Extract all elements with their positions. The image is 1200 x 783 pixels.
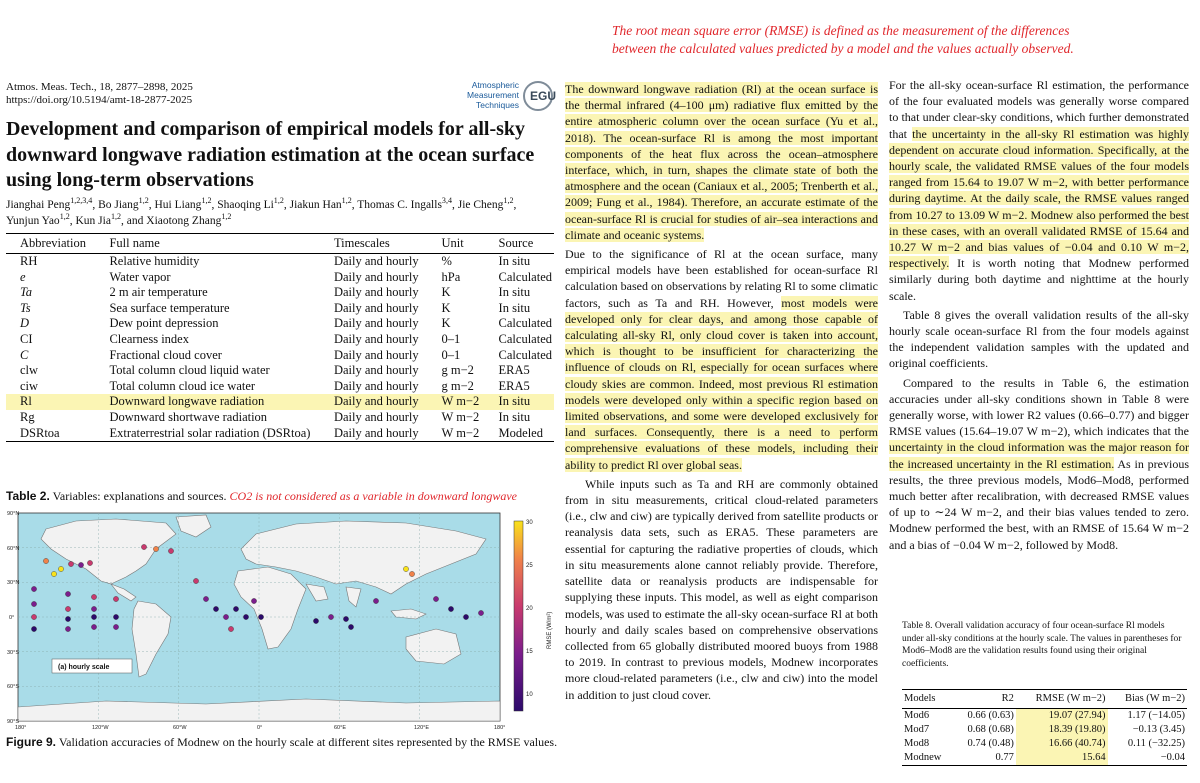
- paragraph-text: As in previous results, the three previous models, Mod6–Mod8, performed much better after recalibration, with decreased RMSE values of up to ∼24 W m−2, and their bias values tended to zero. Modnew performed the best, with an RMSE of 15.64 W m−2 and a bias of −0.04 W m−2, followed by Mod8.: [889, 456, 1190, 552]
- table-8-header: Models: [902, 690, 953, 709]
- highlighted-text: most models were developed only for clear days, and among those capable of calculating all-sky Rl, only cloud cover is taken into account, which is thought to be insufficient for characterizing the influence of clouds on Rl, especially for ocean surfaces where cloudy skies are common. Indeed, most previous Rl estimation models were developed only within a specific region based on limited observations, and some were developed exclusively for land surfaces. Consequently, there is a need to perform comprehensive evaluations of these models, including their ability to predict Rl over global seas.: [565, 295, 878, 472]
- table-8-cell: 0.66 (0.63): [967, 710, 1014, 721]
- table-2-caption-label: Table 2.: [6, 489, 50, 503]
- table-2-cell: Daily and hourly: [333, 254, 419, 268]
- table-8-cell: 0.77: [953, 751, 1016, 766]
- table-2-cell: Downward longwave radiation: [109, 394, 265, 409]
- table-2-cell: g m−2: [441, 363, 474, 378]
- site-marker: [348, 624, 353, 629]
- lon-label: 180°: [15, 725, 27, 731]
- table-2-cell: Downward shortwave radiation: [109, 409, 268, 424]
- table-8-header: R2: [953, 690, 1016, 709]
- table-2-cell: In situ: [498, 300, 531, 315]
- table-8-cell: 0.74 (0.48): [967, 738, 1014, 749]
- table-2-cell: Daily and hourly: [333, 409, 419, 424]
- table-2-cell: Clearness index: [109, 331, 189, 346]
- lon-label: 0°: [257, 725, 263, 731]
- table-8-row: [902, 737, 1187, 751]
- site-marker: [258, 614, 263, 619]
- table-8-cell: Mod7: [904, 724, 930, 735]
- colorbar-tick: 10: [526, 692, 533, 698]
- site-marker: [65, 591, 70, 596]
- colorbar: [514, 521, 523, 711]
- table-2-cell: RH: [20, 254, 38, 268]
- site-marker: [31, 614, 36, 619]
- table-2-cell: W m−2: [441, 394, 480, 409]
- table-2-cell: Sea surface temperature: [109, 300, 230, 315]
- table-2-cell: Water vapor: [109, 269, 171, 284]
- table-2-cell: ERA5: [498, 363, 530, 378]
- site-marker: [228, 626, 233, 631]
- paragraph-text: Compared to the results in Table 6, the estimation accuracies under all-sky conditions shown in Table 8 were generally worse, with lower R2 values (0.66–0.77) and bigger RMSE values (15.64–19.07 W m−2), which indicates that the: [889, 375, 1189, 439]
- table-2-cell: Calculated: [498, 331, 552, 346]
- table-2-cell: W m−2: [441, 409, 480, 424]
- site-marker: [78, 562, 83, 567]
- site-marker: [448, 606, 453, 611]
- table-8-row: [902, 723, 1187, 737]
- table-2-cell: K: [441, 300, 451, 315]
- site-marker: [168, 548, 173, 553]
- journal-logo: [457, 78, 557, 120]
- site-marker: [51, 571, 56, 576]
- table-2-cell: ciw: [20, 378, 39, 393]
- table-2-header-row: [6, 234, 554, 254]
- table-2-cell: Daily and hourly: [333, 347, 419, 362]
- table-8-cell: −0.04: [1108, 751, 1187, 766]
- colorbar-tick: 20: [526, 606, 533, 612]
- site-marker: [113, 596, 118, 601]
- site-marker: [213, 606, 218, 611]
- site-marker: [409, 571, 414, 576]
- table-2-cell: ERA5: [498, 378, 530, 393]
- table-2-header: Unit: [440, 234, 497, 254]
- table-2-cell: Calculated: [498, 269, 552, 284]
- table-2-cell: W m−2: [440, 426, 497, 442]
- site-marker: [31, 586, 36, 591]
- figure-9-caption: [6, 735, 561, 750]
- site-marker: [433, 596, 438, 601]
- table-2-cell: Extraterrestrial solar radiation (DSRtoa): [107, 426, 331, 442]
- paper-title: Development and comparison of empirical models for all-sky downward longwave radiation estimation at the ocean surface using long-term observations: [6, 118, 535, 191]
- table-2-caption: [6, 489, 558, 504]
- table-2-cell: In situ: [498, 285, 531, 300]
- figure-9-label: Figure 9.: [6, 735, 57, 749]
- site-marker: [87, 560, 92, 565]
- table-2-cell: 0–1: [441, 347, 461, 362]
- journal-info: [6, 81, 193, 107]
- site-marker: [91, 606, 96, 611]
- table-2-header: Timescales: [332, 234, 440, 254]
- highlighted-text: uncertainty in the cloud information was the major reason for the increased uncertainty in the Rl estimation.: [889, 440, 1189, 471]
- table-2-cell: In situ: [498, 254, 531, 268]
- table-8-cell: 0.11 (−32.25): [1127, 738, 1185, 749]
- table-2-cell: hPa: [441, 269, 461, 284]
- paragraph: [565, 246, 878, 473]
- site-marker: [243, 614, 248, 619]
- table-2-cell: K: [441, 285, 451, 300]
- highlighted-text: The downward longwave radiation (Rl) at the ocean surface is the thermal infrared (4–100 μm) radiative flux emitted by the entire atmospheric column over the ocean surface (Yu et al., 2018). The ocean-surface Rl is among the most important components of the heat flux across the ocean–atmosphere interface, which, in turn, shapes the climate state of both the atmosphere and the ocean (Caniaux et al., 2005; Trenberth et al., 2009; Fung et al., 1984). Therefore, an accurate estimate of the ocean-surface Rl is crucial for studies of air–sea interactions and climate and oceanic systems.: [565, 82, 878, 242]
- rmse-note-line-2: between the calculated values predicted by a model and the values actually observed.: [612, 41, 1074, 56]
- table-2-cell: Total column cloud liquid water: [109, 363, 270, 378]
- table-8-cell: 19.07 (27.94): [1016, 709, 1108, 724]
- site-marker: [68, 561, 73, 566]
- table-2-cell: Dew point depression: [109, 316, 219, 331]
- table-2-cell: e: [20, 269, 26, 284]
- site-marker: [223, 614, 228, 619]
- table-2-row: [6, 332, 554, 348]
- colorbar-tick: 30: [526, 520, 533, 526]
- table-8-caption: Table 8. Overall validation accuracy of four ocean-surface Rl models under all-sky conditions at the hourly scale. The values in parentheses for Mod6–Mod8 are the validation results found using their original coefficients.: [902, 621, 1182, 669]
- body-column-middle: [565, 81, 878, 706]
- table-2-cell: Calculated: [498, 347, 552, 362]
- table-2-cell: DSRtoa: [6, 426, 107, 442]
- table-2-cell: Calculated: [498, 316, 552, 331]
- colorbar-tick: 15: [526, 649, 533, 655]
- paragraph: [889, 375, 1189, 553]
- table-8-row: [902, 709, 1187, 724]
- site-marker: [463, 614, 468, 619]
- site-marker: [313, 618, 318, 623]
- lon-label: 120°E: [414, 725, 430, 731]
- table-8-cell: Modnew: [902, 751, 953, 766]
- table-2-row: [6, 301, 554, 317]
- site-marker: [373, 598, 378, 603]
- table-2-header: Abbreviation: [6, 234, 107, 254]
- table-2-row: [6, 348, 554, 364]
- lat-label: 30°N: [7, 580, 20, 586]
- rmse-note: [612, 22, 1152, 58]
- table-2-row: [6, 394, 554, 410]
- paragraph-text: For the all-sky ocean-surface Rl estimation, the performance of the four evaluated models was generally worse compared to that under clear-sky conditions, which further demonstrated that: [889, 78, 1189, 141]
- author-list: Jianghai Peng$^{1,2,3,4}$, Bo Jiang$^{1,2}$, Hui Liang$^{1,2}$, Shaoqing Li$^{1,2}$, Jiakun Han$^{1,2}$, Thomas C. Ingalls$^{3,4}$, Jie Cheng$^{1,2}$, Yunjun Yao$^{1,2}$, Kun Jia$^{1,2}$, and Xiaotong Zhang$^{1,2}$: [6, 196, 517, 227]
- egu-label: EGU: [530, 89, 557, 103]
- table-2: [6, 233, 554, 442]
- paragraph-text: It is worth noting that Modnew performed similarly during both daytime and nighttime at the hourly scale.: [889, 256, 1189, 303]
- site-marker: [58, 566, 63, 571]
- table-2-caption-note: CO2 is not considered as a variable in downward longwave: [229, 489, 517, 503]
- table-8-cell: 16.66 (40.74): [1016, 737, 1108, 751]
- site-marker: [65, 626, 70, 631]
- table-2-row: [6, 270, 554, 286]
- table-2-row: [6, 285, 554, 301]
- table-2-cell: 0–1: [441, 331, 461, 346]
- site-marker: [153, 546, 158, 551]
- site-marker: [113, 614, 118, 619]
- table-2-cell: Daily and hourly: [333, 378, 419, 393]
- site-marker: [403, 566, 408, 571]
- table-2-cell: Relative humidity: [109, 254, 200, 268]
- site-marker: [91, 594, 96, 599]
- table-2-cell: Daily and hourly: [333, 331, 419, 346]
- colorbar-tick: 25: [526, 563, 533, 569]
- table-8-header: RMSE (W m−2): [1016, 690, 1108, 709]
- paragraph: While inputs such as Ta and RH are commonly obtained from in situ measurements, critical cloud-related parameters (i.e., clw and ciw) are typically derived from satellite products or reanalysis data sets, such as ERA5. These parameters are essential for capturing the radiative properties of clouds, which in situ measurements alone cannot reliably provide. Therefore, satellite data or reanalysis products are indispensable for supplying these inputs. This model, as well as eight comparison models, was used to estimate the all-sky ocean-surface Rl at both hourly and daily scales based on comprehensive observations collected from 65 globally distributed moored buoys from 1988 to 2019. In contrast to previous models, Modnew incorporates more cloud-related parameters (i.e., clw and ciw) into the model in addition to just cloud cover.: [565, 476, 878, 702]
- table-2-cell: Daily and hourly: [333, 316, 419, 331]
- panel-label: (a) hourly scale: [58, 664, 110, 671]
- table-2-cell: D: [20, 316, 30, 331]
- table-2-cell: Daily and hourly: [333, 269, 419, 284]
- lat-label: 90°N: [7, 511, 20, 517]
- rmse-site-map: [6, 509, 559, 731]
- table-2-cell: Daily and hourly: [333, 363, 419, 378]
- site-marker: [193, 578, 198, 583]
- paragraph: [565, 81, 878, 243]
- table-2-caption-text: Variables: explanations and sources.: [52, 489, 227, 503]
- table-2-cell: clw: [20, 363, 39, 378]
- table-2-cell: Rl: [20, 394, 32, 409]
- site-marker: [43, 558, 48, 563]
- site-marker: [91, 624, 96, 629]
- site-marker: [31, 626, 36, 631]
- table-2-cell: Total column cloud ice water: [109, 378, 256, 393]
- table-8-cell: 1.17 (−14.05): [1127, 710, 1185, 721]
- table-2-row: [6, 410, 554, 426]
- lat-label: 30°S: [7, 650, 19, 656]
- table-8-cell: Mod6: [904, 710, 930, 721]
- site-marker: [343, 616, 348, 621]
- table-2-cell: Rg: [20, 409, 35, 424]
- site-marker: [113, 624, 118, 629]
- site-marker: [141, 544, 146, 549]
- site-marker: [65, 616, 70, 621]
- paragraph: Table 8 gives the overall validation results of the all-sky hourly scale ocean-surface Rl from the four models against the independent validation samples with the updated and original coefficients.: [889, 307, 1189, 371]
- table-8-cell: 0.68 (0.68): [967, 724, 1014, 735]
- table-2-row: [6, 316, 554, 332]
- site-marker: [478, 610, 483, 615]
- journal-citation: Atmos. Meas. Tech., 18, 2877–2898, 2025: [6, 81, 193, 93]
- table-2-cell: Daily and hourly: [333, 300, 419, 315]
- table-2-cell: CI: [20, 331, 33, 346]
- lon-label: 180°: [494, 725, 506, 731]
- table-2-cell: Ta: [20, 285, 33, 300]
- site-marker: [251, 598, 256, 603]
- site-marker: [31, 601, 36, 606]
- table-2-cell: Daily and hourly: [333, 285, 419, 300]
- lat-label: 60°S: [7, 684, 19, 690]
- rmse-note-line-1: The root mean square error (RMSE) is defined as the measurement of the differences: [612, 23, 1070, 38]
- table-2-cell: K: [441, 316, 451, 331]
- table-2-cell: Ts: [20, 300, 31, 315]
- site-marker: [65, 606, 70, 611]
- table-2-cell: In situ: [498, 409, 531, 424]
- paragraph-text: Due to the significance of Rl at the ocean surface, many empirical models have been established for ocean-surface Rl calculation based on observations by relating Rl to some climatic factors, such as Ta and RH. However,: [565, 247, 878, 310]
- table-8-header: Bias (W m−2): [1108, 690, 1187, 709]
- figure-9-text: Validation accuracies of Modnew on the hourly scale at different sites represented by the RMSE values.: [58, 735, 558, 749]
- lat-label: 90°S: [7, 719, 19, 725]
- highlighted-text: the uncertainty in the all-sky Rl estimation was highly dependent on accurate cloud information. Specifically, at the hourly scale, the validated RMSE values of the four models ranged from 15.64 to 19.07 W m−2, with better performance during daytime. At the daily scale, the RMSE values ranged from 10.27 to 13.09 W m−2. Modnew also performed the best in these cases, with an overall validated RMSE of 15.64 and 10.27 W m−2 and bias values of −0.04 and 0.10 W m−2, respectively.: [889, 126, 1190, 271]
- site-marker: [233, 606, 238, 611]
- table-2-row: [6, 426, 554, 442]
- lon-label: 60°W: [173, 725, 187, 731]
- table-8-cell: −0.13 (3.45): [1132, 724, 1185, 735]
- table-8-header-row: [902, 690, 1187, 709]
- table-8-cell: Mod8: [904, 738, 930, 749]
- logo-text: Atmospheric Measurement Techniques: [467, 80, 519, 110]
- table-2-cell: Daily and hourly: [332, 426, 440, 442]
- table-2-row: [6, 363, 554, 379]
- journal-doi[interactable]: https://doi.org/10.5194/amt-18-2877-2025: [6, 94, 193, 106]
- table-2-cell: Modeled: [497, 426, 554, 442]
- lon-label: 60°E: [334, 725, 346, 731]
- lat-label: 0°: [9, 615, 15, 621]
- body-column-right: [889, 77, 1189, 556]
- table-2-row: [6, 379, 554, 395]
- site-marker: [203, 596, 208, 601]
- table-8-row: [902, 751, 1187, 766]
- lat-label: 60°N: [7, 546, 20, 552]
- table-8: [902, 689, 1187, 766]
- paragraph: [889, 77, 1189, 304]
- site-marker: [328, 614, 333, 619]
- table-2-header: Full name: [107, 234, 331, 254]
- table-2-cell: C: [20, 347, 29, 362]
- table-2-cell: Fractional cloud cover: [109, 347, 222, 362]
- table-8-cell: 18.39 (19.80): [1016, 723, 1108, 737]
- table-2-row: [6, 254, 554, 270]
- table-2-cell: 2 m air temperature: [109, 285, 208, 300]
- site-marker: [91, 614, 96, 619]
- table-8-cell: 15.64: [1016, 751, 1108, 766]
- table-2-cell: Daily and hourly: [333, 394, 419, 409]
- colorbar-title: RMSE (W/m²): [547, 611, 553, 649]
- table-2-cell: %: [441, 254, 452, 268]
- lon-label: 120°W: [92, 725, 109, 731]
- table-2-header: Source: [497, 234, 554, 254]
- table-2-cell: In situ: [498, 394, 531, 409]
- table-2-cell: g m−2: [441, 378, 474, 393]
